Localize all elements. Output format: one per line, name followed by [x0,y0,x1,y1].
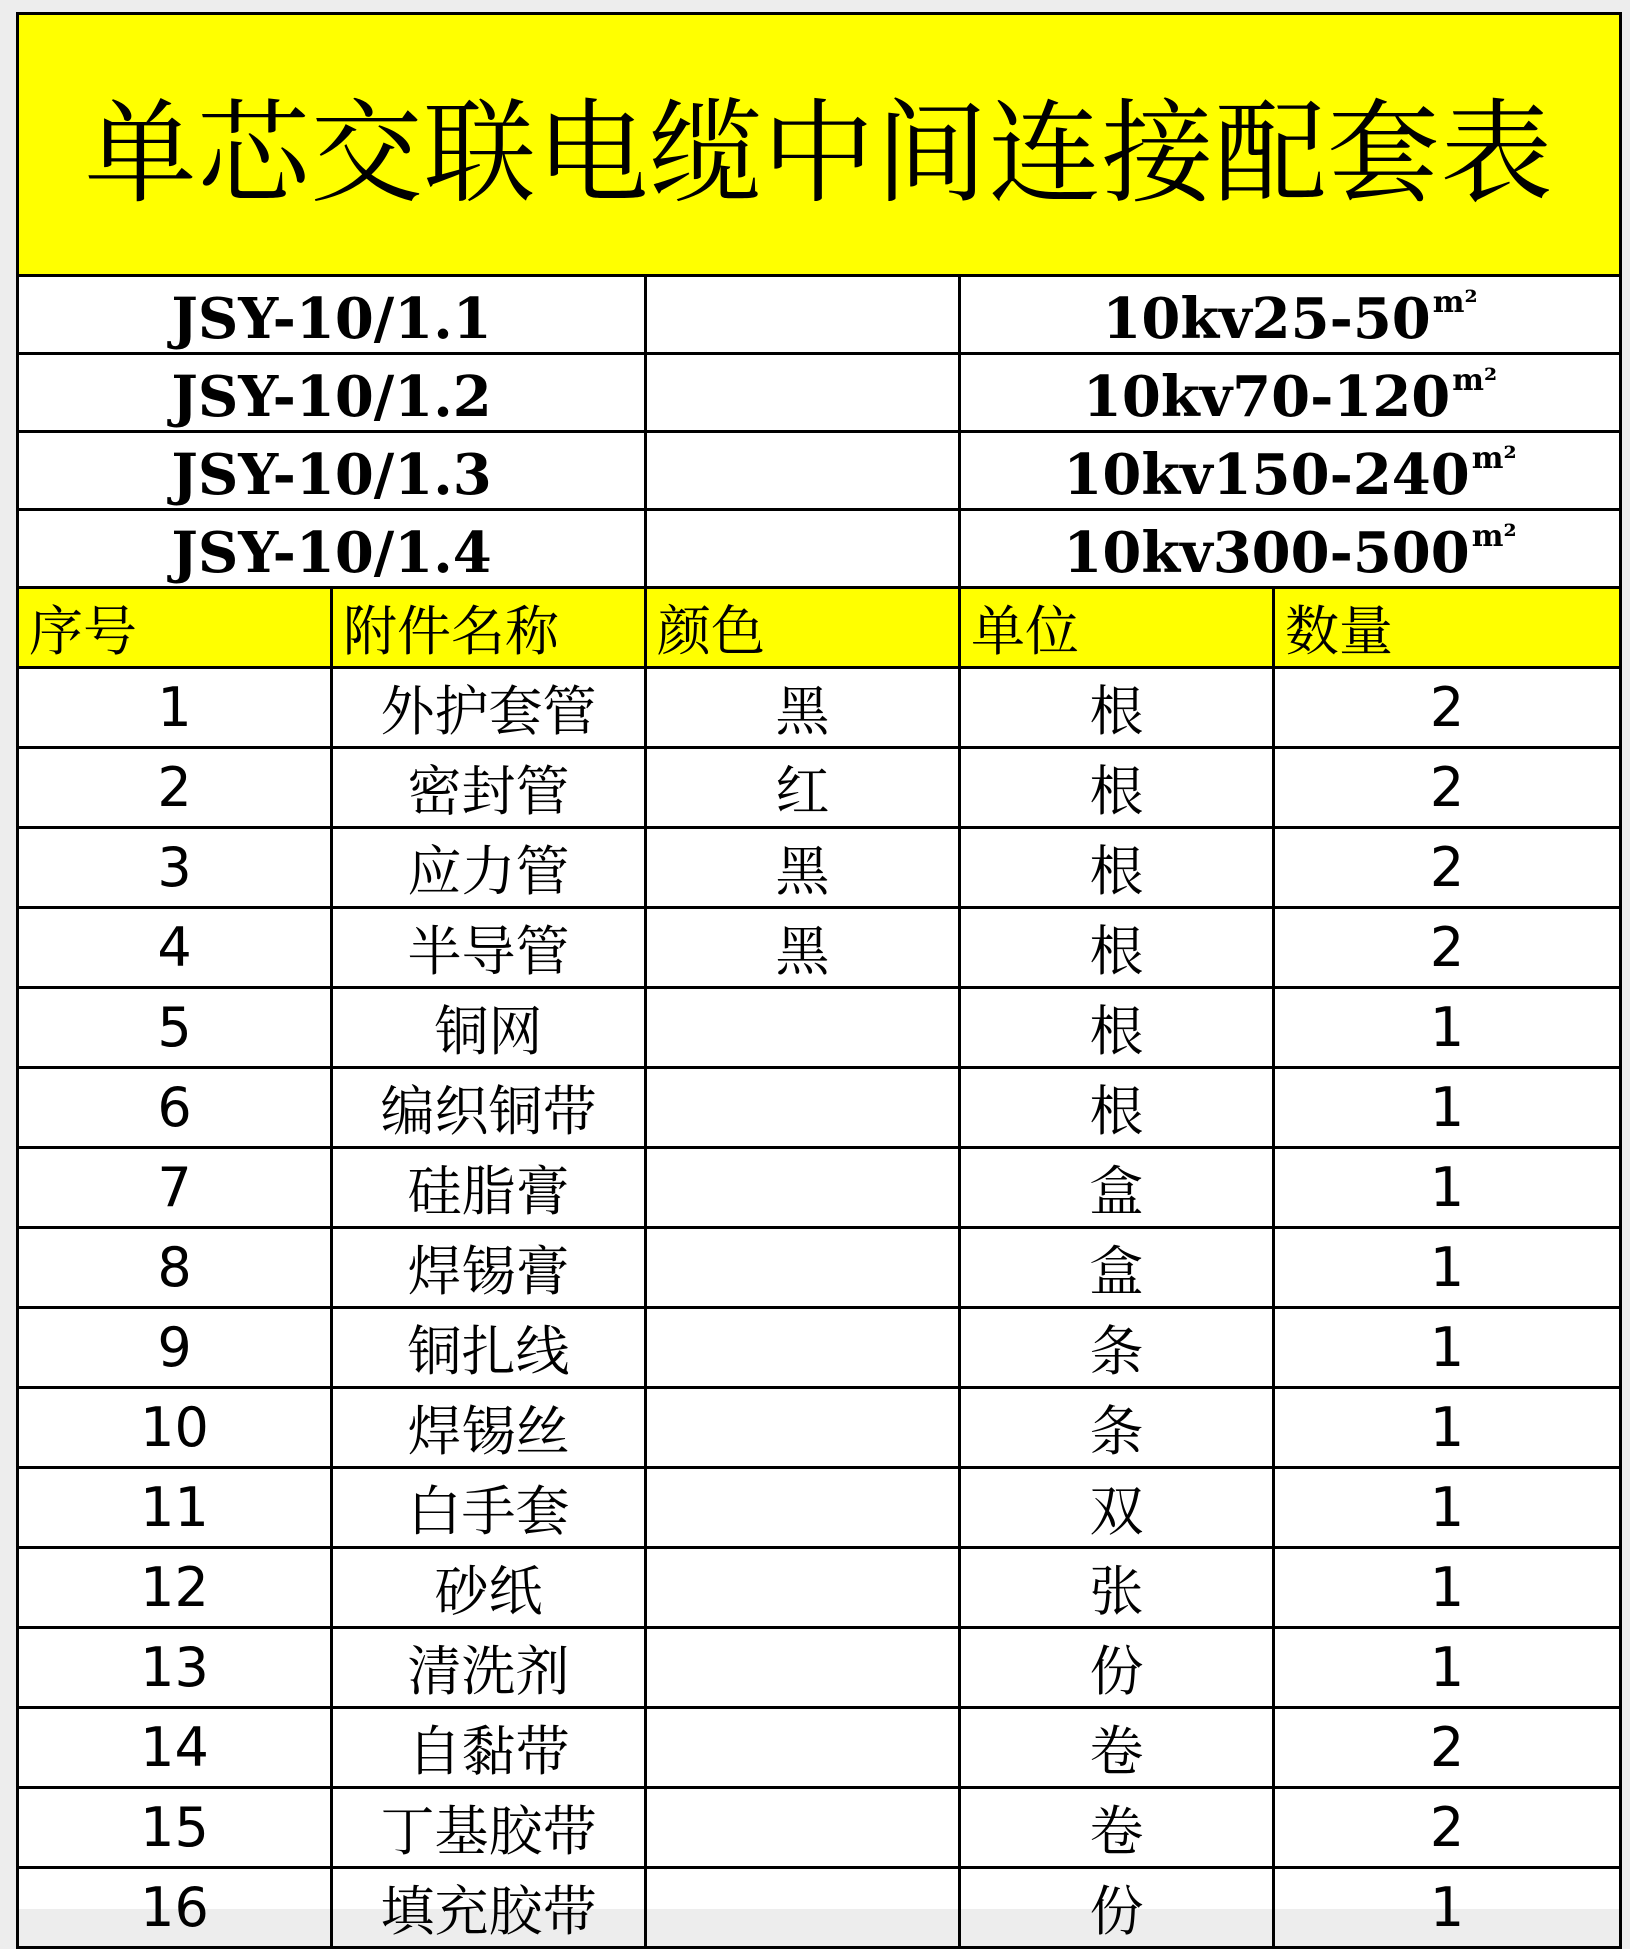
table-title[interactable]: 单芯交联电缆中间连接配套表 [18,14,1621,276]
table-row [18,1708,1621,1788]
item-unit-cell[interactable]: 根 [960,828,1274,908]
item-color-cell[interactable] [646,1788,960,1868]
item-name-cell[interactable]: 铜网 [332,988,646,1068]
item-unit-cell[interactable]: 盒 [960,1228,1274,1308]
item-name-cell[interactable]: 自黏带 [332,1708,646,1788]
item-serial-cell[interactable]: 13 [18,1628,332,1708]
item-name-cell[interactable]: 铜扎线 [332,1308,646,1388]
item-unit-cell[interactable]: 份 [960,1628,1274,1708]
item-name-cell[interactable]: 硅脂膏 [332,1148,646,1228]
item-qty-cell[interactable]: 2 [1274,1788,1621,1868]
item-serial-cell[interactable]: 4 [18,908,332,988]
item-unit-cell[interactable]: 双 [960,1468,1274,1548]
table-row [18,1788,1621,1868]
table-row [18,1148,1621,1228]
model-blank-cell[interactable] [646,276,960,354]
item-unit-cell[interactable]: 根 [960,988,1274,1068]
item-unit-cell[interactable]: 份 [960,1868,1274,1948]
item-name-cell[interactable]: 白手套 [332,1468,646,1548]
item-serial-cell[interactable]: 8 [18,1228,332,1308]
item-qty-cell[interactable]: 1 [1274,1388,1621,1468]
table-row [18,1548,1621,1628]
table-row [18,1228,1621,1308]
table-row [18,988,1621,1068]
item-name-cell[interactable]: 外护套管 [332,668,646,748]
item-name-cell[interactable]: 编织铜带 [332,1068,646,1148]
item-color-cell[interactable]: 黑 [646,668,960,748]
item-name-cell[interactable]: 半导管 [332,908,646,988]
item-qty-cell[interactable]: 2 [1274,828,1621,908]
item-unit-cell[interactable]: 根 [960,1068,1274,1148]
model-spec-text: 10kv70-120 [1082,364,1451,430]
item-unit-cell[interactable]: 根 [960,748,1274,828]
item-qty-cell[interactable]: 1 [1274,1068,1621,1148]
title-row [18,14,1621,276]
item-serial-cell[interactable]: 12 [18,1548,332,1628]
model-spec-text: 10kv300-500 [1063,520,1470,586]
model-spec-cell[interactable] [960,276,1621,354]
header-cell-unit[interactable]: 单位 [960,588,1274,668]
model-blank-cell[interactable] [646,354,960,432]
item-serial-cell[interactable]: 16 [18,1868,332,1948]
table-row [18,1308,1621,1388]
item-qty-cell[interactable]: 1 [1274,1868,1621,1948]
item-color-cell[interactable] [646,988,960,1068]
item-color-cell[interactable] [646,1708,960,1788]
item-color-cell[interactable] [646,1308,960,1388]
item-color-cell[interactable]: 黑 [646,828,960,908]
header-cell-qty[interactable]: 数量 [1274,588,1621,668]
item-qty-cell[interactable]: 1 [1274,1628,1621,1708]
item-qty-cell[interactable]: 2 [1274,1708,1621,1788]
model-blank-cell[interactable] [646,510,960,588]
item-color-cell[interactable] [646,1068,960,1148]
spreadsheet [16,12,1619,1943]
column-header-row [18,588,1621,668]
item-name-cell[interactable]: 砂纸 [332,1548,646,1628]
item-serial-cell[interactable]: 6 [18,1068,332,1148]
table-row [18,1068,1621,1148]
model-spec-unit: m² [1432,285,1478,320]
model-spec-text: 10kv150-240 [1063,442,1470,508]
table-row [18,1468,1621,1548]
item-serial-cell[interactable]: 1 [18,668,332,748]
table-row [18,668,1621,748]
item-color-cell[interactable] [646,1868,960,1948]
header-cell-color[interactable]: 颜色 [646,588,960,668]
model-spec-unit: m² [1471,519,1517,554]
item-unit-cell[interactable]: 条 [960,1308,1274,1388]
table-row [18,908,1621,988]
table-row [18,828,1621,908]
model-row [18,510,1621,588]
table-row [18,748,1621,828]
item-name-cell[interactable]: 应力管 [332,828,646,908]
model-code-cell[interactable]: JSY-10/1.4 [18,510,646,588]
model-code-cell[interactable]: JSY-10/1.3 [18,432,646,510]
item-serial-cell[interactable]: 3 [18,828,332,908]
item-color-cell[interactable] [646,1628,960,1708]
item-serial-cell[interactable]: 15 [18,1788,332,1868]
item-unit-cell[interactable]: 条 [960,1388,1274,1468]
item-qty-cell[interactable]: 1 [1274,1308,1621,1388]
model-row [18,432,1621,510]
item-serial-cell[interactable]: 2 [18,748,332,828]
item-qty-cell[interactable]: 1 [1274,1548,1621,1628]
item-color-cell[interactable] [646,1548,960,1628]
model-spec-unit: m² [1471,441,1517,476]
item-color-cell[interactable]: 黑 [646,908,960,988]
item-unit-cell[interactable]: 卷 [960,1788,1274,1868]
item-unit-cell[interactable]: 盒 [960,1148,1274,1228]
item-serial-cell[interactable]: 7 [18,1148,332,1228]
item-serial-cell[interactable]: 11 [18,1468,332,1548]
item-unit-cell[interactable]: 卷 [960,1708,1274,1788]
model-row [18,354,1621,432]
item-serial-cell[interactable]: 10 [18,1388,332,1468]
item-serial-cell[interactable]: 9 [18,1308,332,1388]
item-name-cell[interactable]: 焊锡丝 [332,1388,646,1468]
table-row [18,1868,1621,1948]
model-spec-cell[interactable] [960,432,1621,510]
item-qty-cell[interactable]: 1 [1274,1468,1621,1548]
item-name-cell[interactable]: 焊锡膏 [332,1228,646,1308]
item-qty-cell[interactable]: 2 [1274,748,1621,828]
item-qty-cell[interactable]: 1 [1274,1228,1621,1308]
item-color-cell[interactable] [646,1388,960,1468]
item-qty-cell[interactable]: 1 [1274,988,1621,1068]
item-name-cell[interactable]: 丁基胶带 [332,1788,646,1868]
item-name-cell[interactable]: 密封管 [332,748,646,828]
model-code-cell[interactable]: JSY-10/1.1 [18,276,646,354]
item-color-cell[interactable] [646,1148,960,1228]
model-spec-unit: m² [1452,363,1498,398]
item-qty-cell[interactable]: 2 [1274,908,1621,988]
model-spec-cell[interactable] [960,354,1621,432]
item-unit-cell[interactable]: 根 [960,908,1274,988]
header-cell-name[interactable]: 附件名称 [332,588,646,668]
model-code-cell[interactable]: JSY-10/1.2 [18,354,646,432]
item-serial-cell[interactable]: 5 [18,988,332,1068]
accessory-table [16,12,1622,1949]
model-blank-cell[interactable] [646,432,960,510]
item-color-cell[interactable] [646,1228,960,1308]
item-color-cell[interactable] [646,1468,960,1548]
model-spec-cell[interactable] [960,510,1621,588]
header-cell-serial[interactable]: 序号 [18,588,332,668]
item-color-cell[interactable]: 红 [646,748,960,828]
table-row [18,1628,1621,1708]
item-qty-cell[interactable]: 2 [1274,668,1621,748]
table-row [18,1388,1621,1468]
model-spec-text: 10kv25-50 [1102,286,1431,352]
item-name-cell[interactable]: 清洗剂 [332,1628,646,1708]
item-unit-cell[interactable]: 张 [960,1548,1274,1628]
item-qty-cell[interactable]: 1 [1274,1148,1621,1228]
item-serial-cell[interactable]: 14 [18,1708,332,1788]
item-name-cell[interactable]: 填充胶带 [332,1868,646,1948]
item-unit-cell[interactable]: 根 [960,668,1274,748]
model-row [18,276,1621,354]
